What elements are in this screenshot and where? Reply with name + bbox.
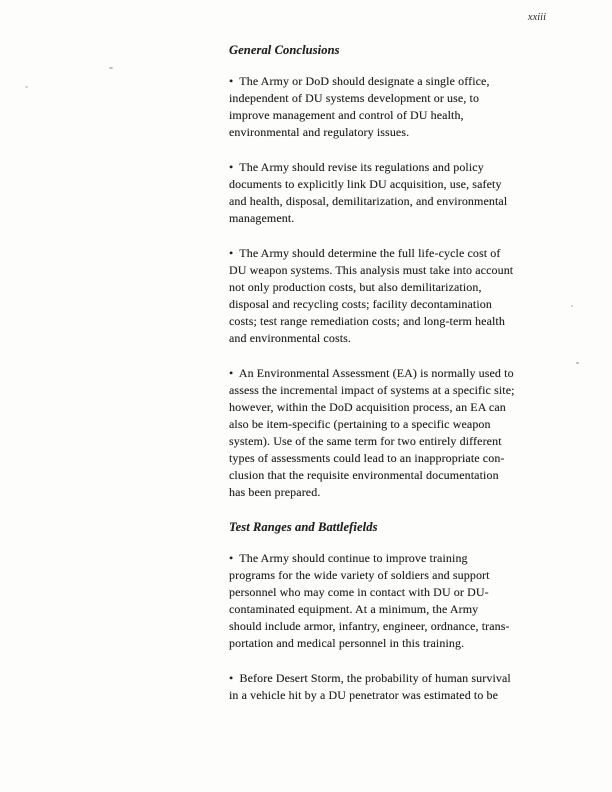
text-line: programs for the wide variety of soldiers and support [229,568,490,582]
text-line: DU weapon systems. This analysis must take into account [229,263,514,277]
text-line: • Before Desert Storm, the probability of human survival [229,671,511,685]
bullet-paragraph [229,670,549,704]
text-line: improve management and control of DU health, [229,108,464,122]
text-line: General Conclusions [229,43,340,57]
text-line: types of assessments could lead to an inappropriate con- [229,451,505,465]
section-heading [229,519,549,536]
text-line: • An Environmental Assessment (EA) is normally used to [229,366,514,380]
text-line: and environmental costs. [229,331,352,345]
text-line: • The Army should continue to improve training [229,551,468,565]
scan-speck [25,86,28,88]
text-line: disposal and recycling costs; facility decontamination [229,297,492,311]
text-line: assess the incremental impact of systems at a specific site; [229,383,515,397]
bullet-paragraph [229,159,549,227]
scan-speck [109,67,113,69]
text-line: however, within the DoD acquisition process, an EA can [229,400,506,414]
text-line: system). Use of the same term for two entirely different [229,434,502,448]
text-line: environmental and regulatory issues. [229,125,410,139]
bullet-paragraph [229,245,549,347]
text-line: • The Army should determine the full life-cycle cost of [229,246,501,260]
text-line: and health, disposal, demilitarization, and environmental [229,194,508,208]
text-line: Test Ranges and Battlefields [229,520,378,534]
bullet-paragraph [229,365,549,501]
text-line: in a vehicle hit by a DU penetrator was estimated to be [229,688,499,702]
text-line: also be item-specific (pertaining to a specific weapon [229,417,491,431]
text-line: portation and medical personnel in this training. [229,636,465,650]
text-line: contaminated equipment. At a minimum, the Army [229,602,479,616]
bullet-paragraph [229,550,549,652]
section-heading [229,42,549,59]
text-line: not only production costs, but also demilitarization, [229,280,482,294]
scan-speck [571,305,573,307]
scan-speck [576,362,579,364]
text-line: management. [229,211,295,225]
text-line: • The Army should revise its regulations and policy [229,160,484,174]
text-line: independent of DU systems development or use, to [229,91,480,105]
text-line: should include armor, infantry, engineer, ordnance, trans- [229,619,510,633]
text-line: personnel who may come in contact with DU or DU- [229,585,489,599]
text-line: clusion that the requisite environmental documentation [229,468,499,482]
page-number: xxiii [527,12,546,23]
bullet-paragraph [229,73,549,141]
text-line: has been prepared. [229,485,321,499]
text-column [229,42,549,722]
text-line: documents to explicitly link DU acquisition, use, safety [229,177,502,191]
text-line: • The Army or DoD should designate a single office, [229,74,490,88]
text-line: costs; test range remediation costs; and long-term health [229,314,505,328]
